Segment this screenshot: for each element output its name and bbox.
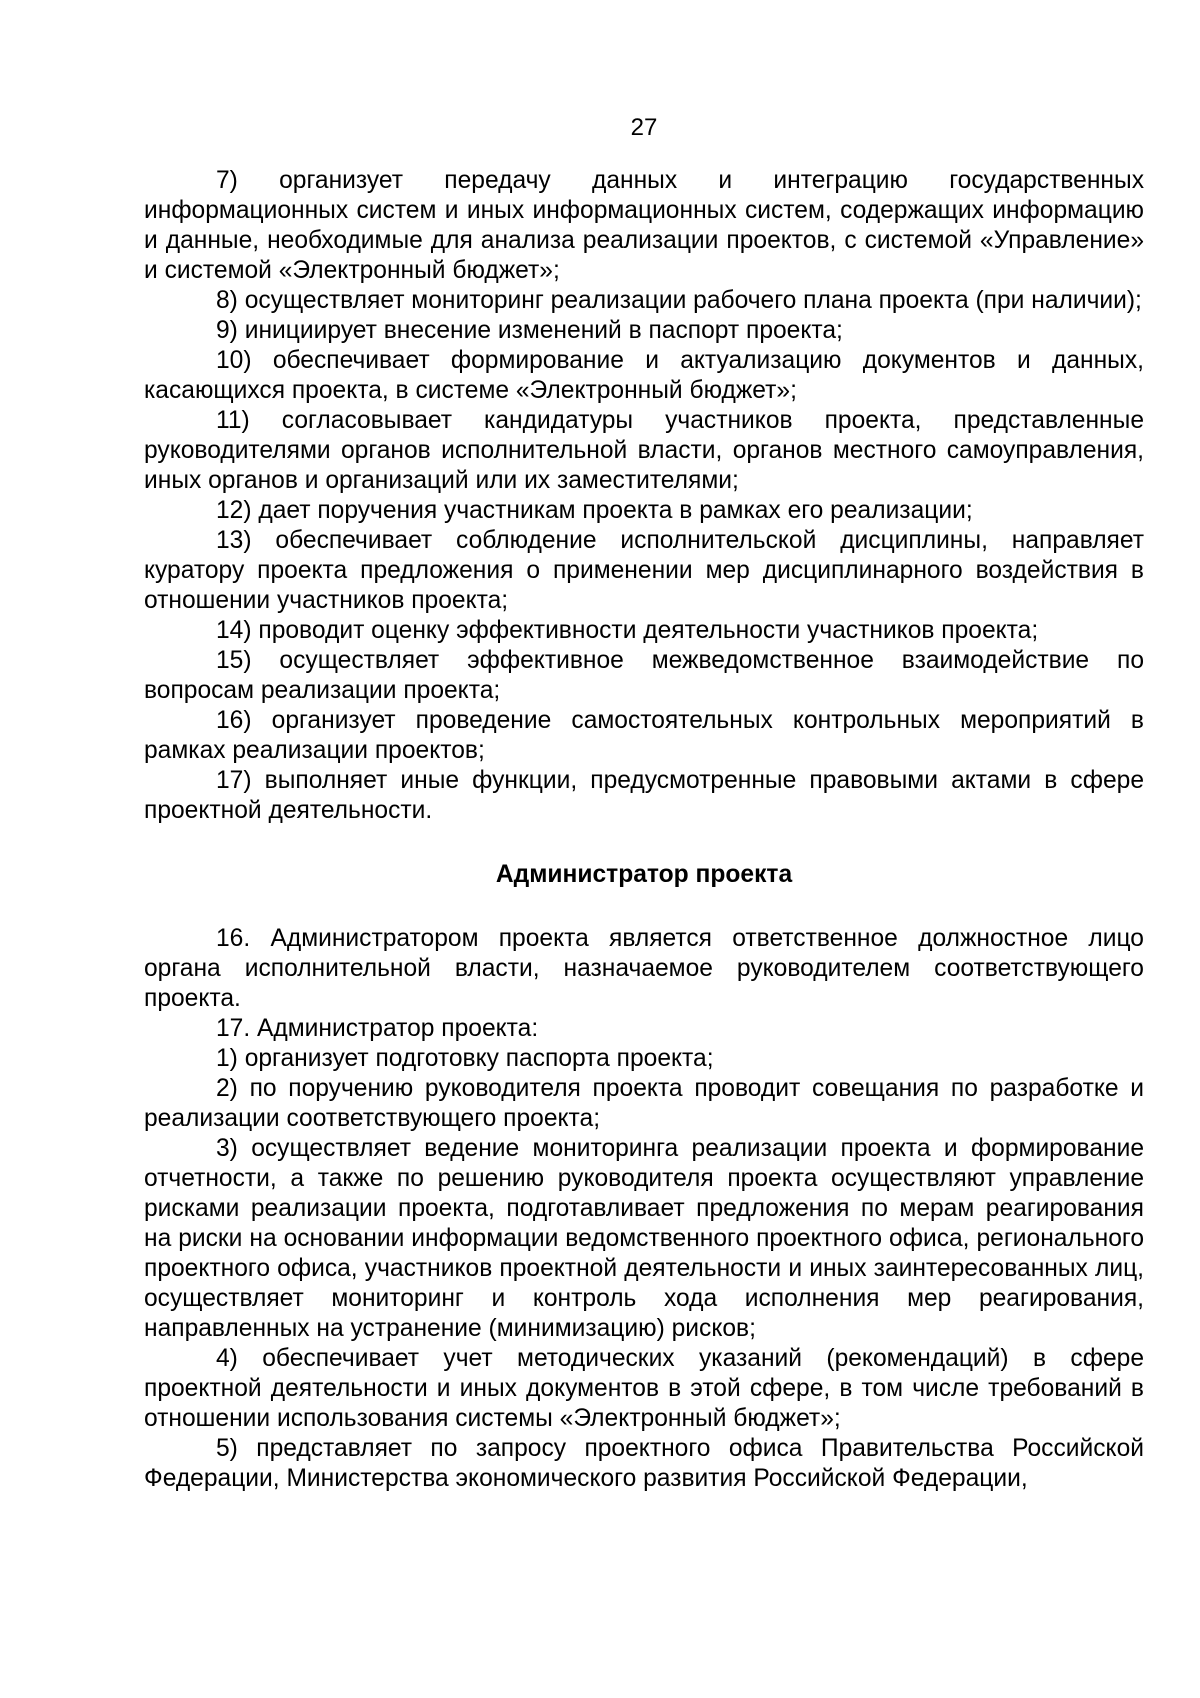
- paragraph: 7) организует передачу данных и интеграцию государственных информационных систем и иных информационных систем, содержащих информацию и данные, необходимые для анализа реализации проектов, с системой «Управление» и системой «Электронный бюджет»;: [144, 167, 1144, 284]
- paragraph: 16) организует проведение самостоятельных контрольных мероприятий в рамках реализации проектов;: [144, 707, 1144, 764]
- paragraph: 15) осуществляет эффективное межведомственное взаимодействие по вопросам реализации проекта;: [144, 647, 1144, 704]
- paragraph: 13) обеспечивает соблюдение исполнительской дисциплины, направляет куратору проекта предложения о применении мер дисциплинарного воздействия в отношении участников проекта;: [144, 527, 1144, 614]
- paragraph: 17. Администратор проекта:: [216, 1015, 539, 1042]
- paragraph: 5) представляет по запросу проектного офиса Правительства Российской Федерации, Министерства экономического развития Российской Федерации,: [144, 1435, 1144, 1492]
- paragraph: 11) согласовывает кандидатуры участников проекта, представленные руководителями органов исполнительной власти, органов местного самоуправления, иных органов и организаций или их заместителями;: [144, 407, 1144, 494]
- paragraph: 12) дает поручения участникам проекта в рамках его реализации;: [216, 497, 973, 524]
- paragraph: 17) выполняет иные функции, предусмотренные правовыми актами в сфере проектной деятельности.: [144, 767, 1144, 824]
- paragraph: 9) инициирует внесение изменений в паспорт проекта;: [216, 317, 843, 344]
- paragraph: 10) обеспечивает формирование и актуализацию документов и данных, касающихся проекта, в системе «Электронный бюджет»;: [144, 347, 1144, 404]
- document-body: [144, 166, 1144, 1494]
- paragraph: 16. Администратором проекта является ответственное должностное лицо органа исполнительной власти, назначаемое руководителем соответствующего проекта.: [144, 925, 1144, 1012]
- paragraph: 2) по поручению руководителя проекта проводит совещания по разработке и реализации соответствующего проекта;: [144, 1075, 1144, 1132]
- page-number: 27: [630, 114, 658, 141]
- paragraph: 8) осуществляет мониторинг реализации рабочего плана проекта (при наличии);: [216, 287, 1142, 314]
- paragraph: 3) осуществляет ведение мониторинга реализации проекта и формирование отчетности, а также по решению руководителя проекта осуществляют управление рисками реализации проекта, подготавливает предложения по мерам реагирования на риски на основании информации ведомственного проектного офиса, регионального проектного офиса, участников проектной деятельности и иных заинтересованных лиц, осуществляет мониторинг и контроль хода исполнения мер реагирования, направленных на устранение (минимизацию) рисков;: [144, 1135, 1144, 1342]
- paragraph: 4) обеспечивает учет методических указаний (рекомендаций) в сфере проектной деятельности и иных документов в этой сфере, в том числе требований в отношении использования системы «Электронный бюджет»;: [144, 1345, 1144, 1432]
- section-heading: Администратор проекта: [495, 861, 793, 888]
- paragraph: 14) проводит оценку эффективности деятельности участников проекта;: [216, 617, 1039, 644]
- paragraph: 1) организует подготовку паспорта проекта;: [216, 1045, 714, 1072]
